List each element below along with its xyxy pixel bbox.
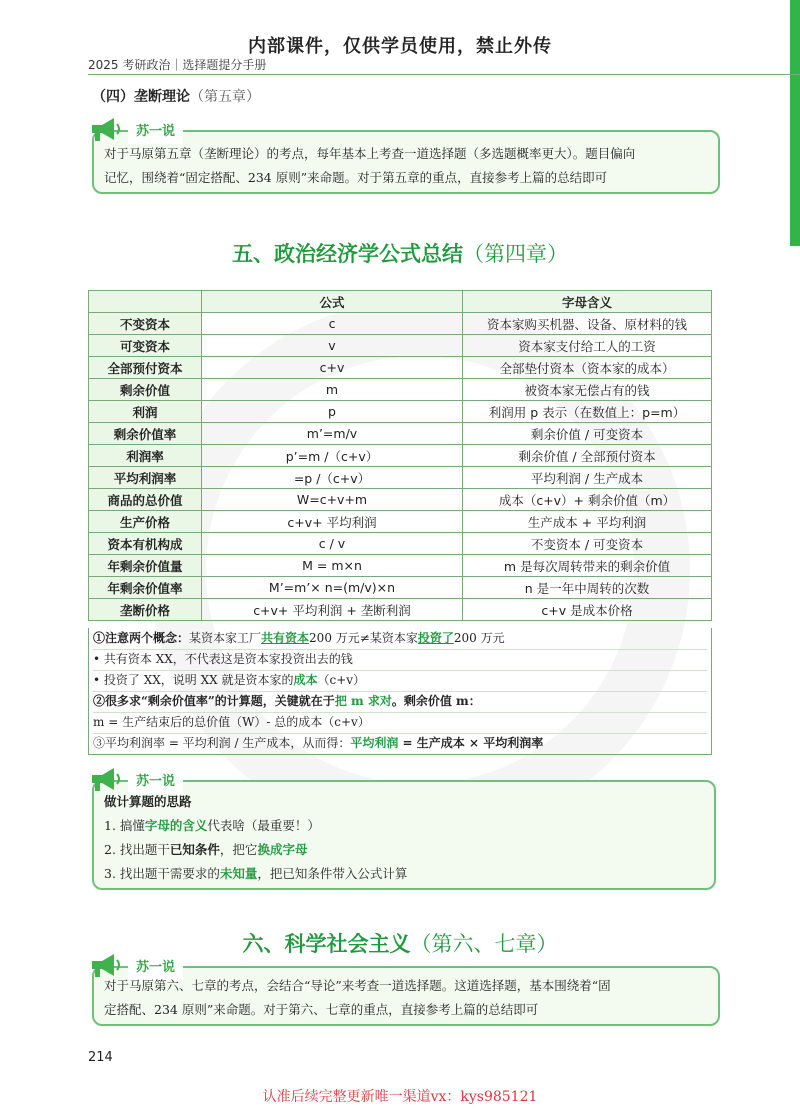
- row-label-cell: 商品的总价值: [89, 489, 202, 511]
- footer-notice: 认准后续完整更新唯一渠道vx：kys985121: [262, 1089, 538, 1105]
- row-label-cell: 生产价格: [89, 511, 202, 533]
- step-bold: 已知条件: [169, 842, 220, 857]
- meaning-cell: 成本（c+v）+ 剩余价值（m）: [463, 489, 712, 511]
- section4-heading: [92, 86, 260, 106]
- callout-heading: 做计算题的思路: [104, 794, 192, 809]
- meaning-cell: 利润用 p 表示（在数值上：p=m）: [463, 401, 712, 423]
- table-row: [89, 401, 712, 423]
- table-header-cell: 公式: [202, 291, 463, 313]
- row-label-cell: 剩余价值: [89, 379, 202, 401]
- section6-title: 六、科学社会主义: [242, 932, 411, 956]
- note-highlight: 把 m 求对: [334, 694, 392, 708]
- note-line: [93, 628, 707, 650]
- callout-box-1: [92, 124, 720, 194]
- note-text: ②很多求“剩余价值率”的计算题，关键就在于: [93, 694, 335, 708]
- callout-text-line: 对于马原第六、七章的考点，会结合“导论”来考查一道选择题。这道选择题，基本围绕着“固: [104, 978, 611, 993]
- table-row: [89, 599, 712, 621]
- callout-box-3: [92, 960, 720, 1026]
- section5-heading: [0, 238, 800, 268]
- table-row: [89, 313, 712, 335]
- callout-label: 苏一说: [128, 770, 183, 794]
- section5-note: （第四章）: [463, 242, 568, 266]
- note-text: 200 万元: [453, 631, 505, 645]
- formula-cell: c+v+ 平均利润: [202, 511, 463, 533]
- formula-cell: p: [202, 401, 463, 423]
- header-subtitle: 2025 考研政治｜选择题提分手册: [88, 58, 267, 72]
- formula-cell: M = m×n: [202, 555, 463, 577]
- table-row: [89, 379, 712, 401]
- callout-box-2: [92, 774, 716, 890]
- row-label-cell: 不变资本: [89, 313, 202, 335]
- note-highlight: 投资了: [417, 631, 454, 645]
- note-text: ③平均利润率 = 平均利润 / 生产成本，从而得：: [93, 736, 351, 750]
- step-text: ，把已知条件带入公式计算: [257, 866, 408, 881]
- formula-cell: =p /（c+v）: [202, 467, 463, 489]
- table-row: [89, 357, 712, 379]
- callout-text-line: 定搭配、234 原则”来命题。对于第六、七章的重点，直接参考上篇的总结即可: [104, 1002, 539, 1017]
- formula-cell: m’=m/v: [202, 423, 463, 445]
- note-highlight: 平均利润: [350, 736, 399, 750]
- formula-table: [88, 290, 712, 621]
- step-text: 3. 找出题干需要求的: [104, 866, 220, 881]
- note-text: 某资本家工厂: [189, 631, 262, 645]
- formula-cell: m: [202, 379, 463, 401]
- row-label-cell: 资本有机构成: [89, 533, 202, 555]
- note-line: [93, 691, 707, 713]
- row-label-cell: 剩余价值率: [89, 423, 202, 445]
- table-row: [89, 467, 712, 489]
- step-text: ，把它: [219, 842, 258, 857]
- table-header-cell: 字母含义: [463, 291, 712, 313]
- note-label: ①注意两个概念：: [93, 631, 190, 645]
- note-highlight: 共有资本: [261, 631, 310, 645]
- note-text: （c+v）: [317, 673, 366, 687]
- note-text: 200 万元≠某资本家: [309, 631, 418, 645]
- section4-note: （第五章）: [190, 89, 260, 105]
- table-row: [89, 335, 712, 357]
- section5-title: 五、政治经济学公式总结: [232, 242, 463, 266]
- row-label-cell: 可变资本: [89, 335, 202, 357]
- meaning-cell: n 是一年中周转的次数: [463, 577, 712, 599]
- formula-cell: p’=m /（c+v）: [202, 445, 463, 467]
- note-line: [93, 670, 707, 692]
- meaning-cell: 剩余价值 / 可变资本: [463, 423, 712, 445]
- meaning-cell: m 是每次周转带来的剩余价值: [463, 555, 712, 577]
- meaning-cell: 全部垫付资本（资本家的成本）: [463, 357, 712, 379]
- row-label-cell: 利润: [89, 401, 202, 423]
- table-row: [89, 489, 712, 511]
- meaning-cell: 剩余价值 / 全部预付资本: [463, 445, 712, 467]
- formula-cell: M’=m’× n=(m/v)×n: [202, 577, 463, 599]
- section6-note: （第六、七章）: [410, 932, 558, 956]
- note-text: 。剩余价值 m：: [391, 694, 481, 708]
- note-highlight: 成本: [293, 673, 318, 687]
- table-row: [89, 577, 712, 599]
- formula-cell: c+v: [202, 357, 463, 379]
- callout-step: [104, 814, 706, 838]
- table-row: [89, 511, 712, 533]
- formula-cell: v: [202, 335, 463, 357]
- table-row: [89, 445, 712, 467]
- note-text: = 生产成本 × 平均利润率: [398, 736, 544, 750]
- header-title: 内部课件，仅供学员使用，禁止外传: [248, 36, 552, 57]
- megaphone-icon: [86, 114, 122, 144]
- step-highlight: 字母的含义: [144, 818, 208, 833]
- note-line: m = 生产结束后的总价值（W）- 总的成本（c+v）: [93, 712, 707, 734]
- table-row: [89, 423, 712, 445]
- step-text: 1. 搞懂: [104, 818, 145, 833]
- row-label-cell: 全部预付资本: [89, 357, 202, 379]
- callout-step: [104, 862, 706, 886]
- meaning-cell: 资本家支付给工人的工资: [463, 335, 712, 357]
- meaning-cell: 平均利润 / 生产成本: [463, 467, 712, 489]
- table-row: [89, 555, 712, 577]
- callout-label: 苏一说: [128, 120, 183, 144]
- row-label-cell: 年剩余价值量: [89, 555, 202, 577]
- callout-text-line: 对于马原第五章（垄断理论）的考点，每年基本上考查一道选择题（多选题概率更大）。题目偏向: [104, 146, 636, 161]
- step-highlight: 未知量: [219, 866, 258, 881]
- page-number: 214: [88, 1050, 113, 1065]
- formula-cell: c: [202, 313, 463, 335]
- row-label-cell: 利润率: [89, 445, 202, 467]
- notes-box: [88, 628, 712, 755]
- callout-label: 苏一说: [128, 956, 183, 980]
- callout-step: [104, 838, 706, 862]
- header-divider: [88, 74, 800, 75]
- meaning-cell: 生产成本 + 平均利润: [463, 511, 712, 533]
- row-label-cell: 年剩余价值率: [89, 577, 202, 599]
- table-header-row: [89, 291, 712, 313]
- formula-cell: c+v+ 平均利润 + 垄断利润: [202, 599, 463, 621]
- formula-cell: W=c+v+m: [202, 489, 463, 511]
- note-line: • 共有资本 XX，不代表这是资本家投资出去的钱: [93, 649, 707, 671]
- meaning-cell: 不变资本 / 可变资本: [463, 533, 712, 555]
- step-text: 代表啥（最重要！）: [207, 818, 320, 833]
- step-highlight: 换成字母: [257, 842, 308, 857]
- table-row: [89, 533, 712, 555]
- formula-cell: c / v: [202, 533, 463, 555]
- row-label-cell: 平均利润率: [89, 467, 202, 489]
- table-header-cell: [89, 291, 202, 313]
- note-text: • 投资了 XX，说明 XX 就是资本家的: [93, 673, 294, 687]
- step-text: 2. 找出题干: [104, 842, 170, 857]
- section4-title: （四）垄断理论: [92, 89, 190, 105]
- callout-text-line: 记忆，围绕着“固定搭配、234 原则”来命题。对于第五章的重点，直接参考上篇的总结即可: [104, 170, 608, 185]
- meaning-cell: 资本家购买机器、设备、原材料的钱: [463, 313, 712, 335]
- meaning-cell: 被资本家无偿占有的钱: [463, 379, 712, 401]
- note-line: [93, 733, 707, 754]
- row-label-cell: 垄断价格: [89, 599, 202, 621]
- meaning-cell: c+v 是成本价格: [463, 599, 712, 621]
